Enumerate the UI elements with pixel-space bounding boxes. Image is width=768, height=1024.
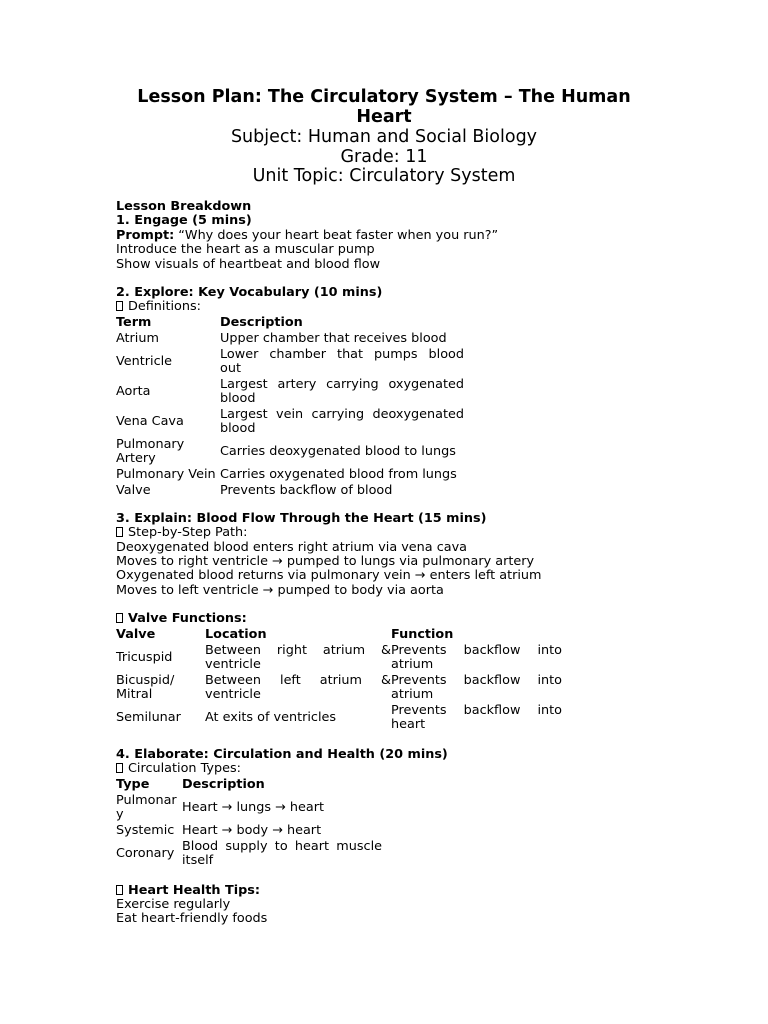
- table-row: [116, 467, 464, 483]
- cell-line: Between left atrium &: [205, 672, 391, 688]
- circulation-table: [116, 777, 382, 869]
- cell-line: Between right atrium &: [205, 642, 391, 658]
- cell-line: Pulmonar: [116, 792, 177, 808]
- tip-item: Eat heart-friendly foods: [116, 911, 268, 927]
- table-cell: Upper chamber that receives blood: [220, 330, 447, 346]
- cell-line: heart: [391, 716, 426, 732]
- cell-line: Largest vein carrying deoxygenated: [220, 406, 464, 422]
- cell-line: Largest artery carrying oxygenated: [220, 376, 464, 392]
- cell-line: ventricle: [205, 686, 261, 702]
- table-cell: Vena Cava: [116, 413, 184, 429]
- table-cell: Prevents backflow of blood: [220, 482, 393, 498]
- table-row: [116, 823, 382, 839]
- valve-heading: [116, 612, 586, 626]
- table-cell: [116, 673, 205, 703]
- table-row: [116, 407, 464, 437]
- table-row: [116, 839, 382, 869]
- definitions-label-text: Definitions:: [128, 299, 201, 315]
- table-cell: [391, 673, 562, 703]
- vocabulary-table: [116, 315, 464, 499]
- tips-heading: [116, 884, 586, 898]
- step-line: Moves to right ventricle → pumped to lungs via pulmonary artery: [116, 554, 535, 570]
- table-cell: Semilunar: [116, 709, 181, 725]
- cell-line: y: [116, 806, 124, 822]
- unit-line: Unit Topic: Circulatory System: [252, 166, 516, 186]
- tip-item: Exercise regularly: [116, 896, 231, 912]
- engage-prompt: [116, 229, 586, 243]
- table-cell: At exits of ventricles: [205, 709, 337, 725]
- path-label: [116, 526, 586, 540]
- path-label-text: Step-by-Step Path:: [128, 525, 248, 541]
- column-header: Type: [116, 776, 150, 792]
- step-line: Deoxygenated blood enters right atrium via vena cava: [116, 539, 467, 555]
- title-line-2: Heart: [356, 107, 412, 127]
- cell-line: Lower chamber that pumps blood: [220, 346, 464, 362]
- cell-line: atrium: [391, 656, 434, 672]
- table-header-row: [116, 777, 382, 793]
- cell-line: itself: [182, 852, 214, 868]
- table-row: [116, 437, 464, 467]
- definitions-label: [116, 300, 586, 314]
- prompt-text: “Why does your heart beat faster when you run?”: [174, 227, 499, 243]
- column-header: Valve: [116, 626, 156, 642]
- table-row: [116, 703, 562, 733]
- prompt-label: Prompt:: [116, 227, 175, 243]
- table-cell: Atrium: [116, 330, 159, 346]
- cell-line: blood: [220, 420, 256, 436]
- table-cell: Systemic: [116, 822, 175, 838]
- table-row: [116, 793, 382, 823]
- column-header: Term: [116, 314, 152, 330]
- table-cell: Heart → lungs → heart: [182, 799, 325, 815]
- missing-glyph-icon: [116, 885, 123, 895]
- table-cell: [391, 643, 562, 673]
- explore-heading: 2. Explore: Key Vocabulary (10 mins): [116, 285, 383, 301]
- column-header: Description: [220, 314, 303, 330]
- engage-line: Show visuals of heartbeat and blood flow: [116, 256, 381, 272]
- table-cell: [220, 377, 464, 407]
- lesson-content: [116, 200, 586, 927]
- column-header: Location: [205, 626, 267, 642]
- cell-line: Blood supply to heart muscle: [182, 838, 382, 854]
- cell-line: Prevents backflow into: [391, 702, 562, 718]
- table-cell: [205, 643, 391, 673]
- table-cell: [220, 407, 464, 437]
- step-line: Oxygenated blood returns via pulmonary vein → enters left atrium: [116, 568, 542, 584]
- engage-line: Introduce the heart as a muscular pump: [116, 242, 375, 258]
- valve-table: [116, 627, 562, 733]
- explain-heading: 3. Explain: Blood Flow Through the Heart (15 mins): [116, 510, 487, 526]
- table-cell: [182, 839, 382, 869]
- table-cell: Tricuspid: [116, 649, 173, 665]
- table-row: [116, 377, 464, 407]
- table-row: [116, 347, 464, 377]
- column-header: Function: [391, 626, 454, 642]
- table-row: [116, 483, 464, 499]
- table-row: [116, 331, 464, 347]
- table-row: [116, 673, 562, 703]
- elaborate-heading: 4. Elaborate: Circulation and Health (20 mins): [116, 746, 448, 762]
- table-cell: [205, 673, 391, 703]
- types-label: [116, 762, 586, 776]
- table-cell: [116, 437, 220, 467]
- missing-glyph-icon: [116, 613, 123, 623]
- cell-line: Mitral: [116, 686, 153, 702]
- cell-line: Prevents backflow into: [391, 672, 562, 688]
- cell-line: out: [220, 360, 241, 376]
- table-cell: Heart → body → heart: [182, 822, 322, 838]
- table-cell: [220, 347, 464, 377]
- cell-line: Artery: [116, 450, 156, 466]
- table-header-row: [116, 627, 562, 643]
- table-cell: [391, 703, 562, 733]
- valve-heading-text: Valve Functions:: [128, 611, 247, 627]
- tips-heading-text: Heart Health Tips:: [128, 882, 261, 898]
- subject-line: Subject: Human and Social Biology: [230, 127, 538, 147]
- cell-line: ventricle: [205, 656, 261, 672]
- column-header: Description: [182, 776, 265, 792]
- table-cell: Carries deoxygenated blood to lungs: [220, 443, 456, 459]
- breakdown-heading: Lesson Breakdown: [116, 199, 252, 214]
- missing-glyph-icon: [116, 527, 123, 537]
- table-cell: Pulmonary Vein: [116, 466, 216, 482]
- table-cell: Ventricle: [116, 353, 173, 369]
- table-cell: [116, 793, 182, 823]
- missing-glyph-icon: [116, 301, 123, 311]
- step-line: Moves to left ventricle → pumped to body via aorta: [116, 582, 444, 598]
- missing-glyph-icon: [116, 763, 123, 773]
- table-row: [116, 643, 562, 673]
- cell-line: blood: [220, 390, 256, 406]
- cell-line: atrium: [391, 686, 434, 702]
- types-label-text: Circulation Types:: [128, 761, 241, 777]
- title-line-1: Lesson Plan: The Circulatory System – The Human: [137, 87, 631, 107]
- table-cell: Carries oxygenated blood from lungs: [220, 466, 457, 482]
- page-title: [100, 87, 668, 127]
- engage-heading: 1. Engage (5 mins): [116, 213, 252, 229]
- cell-line: Pulmonary: [116, 436, 185, 452]
- cell-line: Bicuspid/: [116, 672, 175, 688]
- table-cell: Aorta: [116, 383, 151, 399]
- table-cell: Coronary: [116, 845, 175, 861]
- table-cell: Valve: [116, 482, 151, 498]
- cell-line: Prevents backflow into: [391, 642, 562, 658]
- table-header-row: [116, 315, 464, 331]
- grade-line: Grade: 11: [340, 147, 428, 167]
